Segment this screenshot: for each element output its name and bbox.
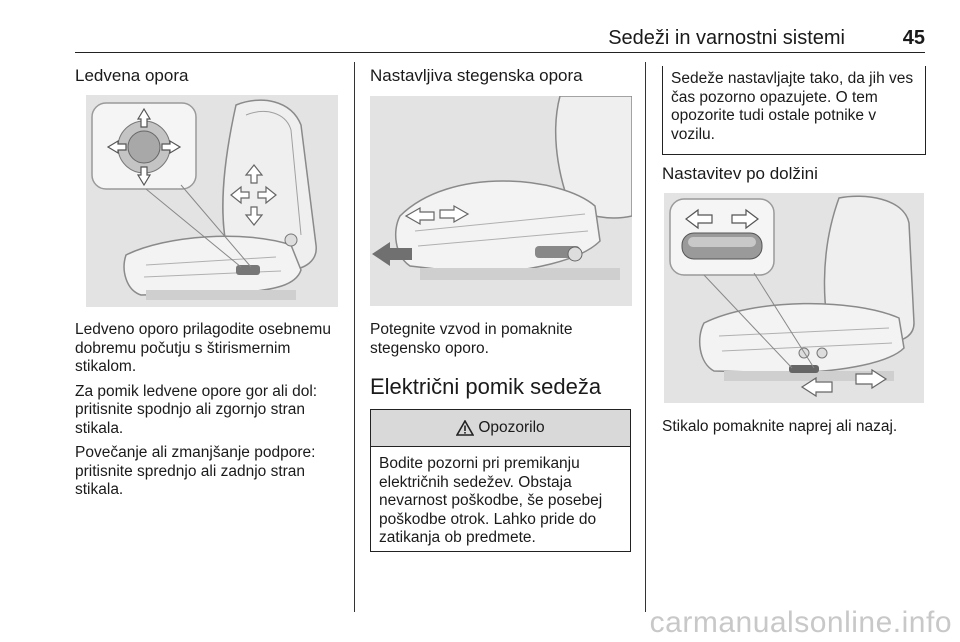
section-heading-lumbar: Ledvena opora xyxy=(75,66,189,85)
longitudinal-adjust-illustration xyxy=(664,193,924,403)
column-longitudinal xyxy=(662,164,924,184)
column-lumbar-text xyxy=(75,321,347,506)
column-divider-2 xyxy=(645,62,646,612)
section-heading-longitudinal: Nastavitev po dolžini xyxy=(662,164,818,183)
column-thigh-support xyxy=(370,66,635,86)
column-divider-1 xyxy=(354,62,355,612)
column-longitudinal-text xyxy=(662,418,924,443)
column-thigh-text xyxy=(370,321,635,364)
warning-text: Bodite pozorni pri premikanju električnih sedežev. Obstaja nevarnost poškodbe, še posebej poškodbe otrok. Lahko pride do zatikanja ob predmete. xyxy=(379,455,603,546)
thigh-support-illustration xyxy=(370,96,632,306)
note-box xyxy=(662,66,926,155)
warning-box xyxy=(370,409,631,552)
electric-seat-section xyxy=(370,374,635,400)
page-number: 45 xyxy=(902,27,925,49)
paragraph: Povečanje ali zmanjšanje podpore: pritisnite sprednjo ali zadnjo stran stikala. xyxy=(75,444,316,498)
page-header xyxy=(75,26,925,53)
watermark: carmanualsonline.info xyxy=(649,606,952,639)
section-title-electric-seat: Električni pomik sedeža xyxy=(370,374,602,399)
warning-label: Opozorilo xyxy=(478,419,545,436)
lumbar-support-illustration xyxy=(86,95,338,307)
warning-header xyxy=(371,409,630,447)
header-title: Sedeži in varnostni sistemi xyxy=(608,27,845,49)
section-heading-thigh: Nastavljiva stegenska opora xyxy=(370,66,583,85)
paragraph: Za pomik ledvene opore gor ali dol: pritisnite spodnjo ali zgornjo stran stikala. xyxy=(75,382,318,437)
warning-triangle-icon xyxy=(456,420,474,436)
column-lumbar-support xyxy=(75,66,345,86)
paragraph: Potegnite vzvod in pomaknite stegensko oporo. xyxy=(370,321,573,357)
note-text: Sedeže nastavljajte tako, da jih ves čas pozorno opazujete. O tem opozorite tudi ostale potnike v vozilu. xyxy=(671,70,914,143)
paragraph: Stikalo pomaknite naprej ali nazaj. xyxy=(662,418,898,435)
paragraph: Ledveno oporo prilagodite osebnemu dobremu počutju s štirismernim stikalom. xyxy=(75,321,331,375)
